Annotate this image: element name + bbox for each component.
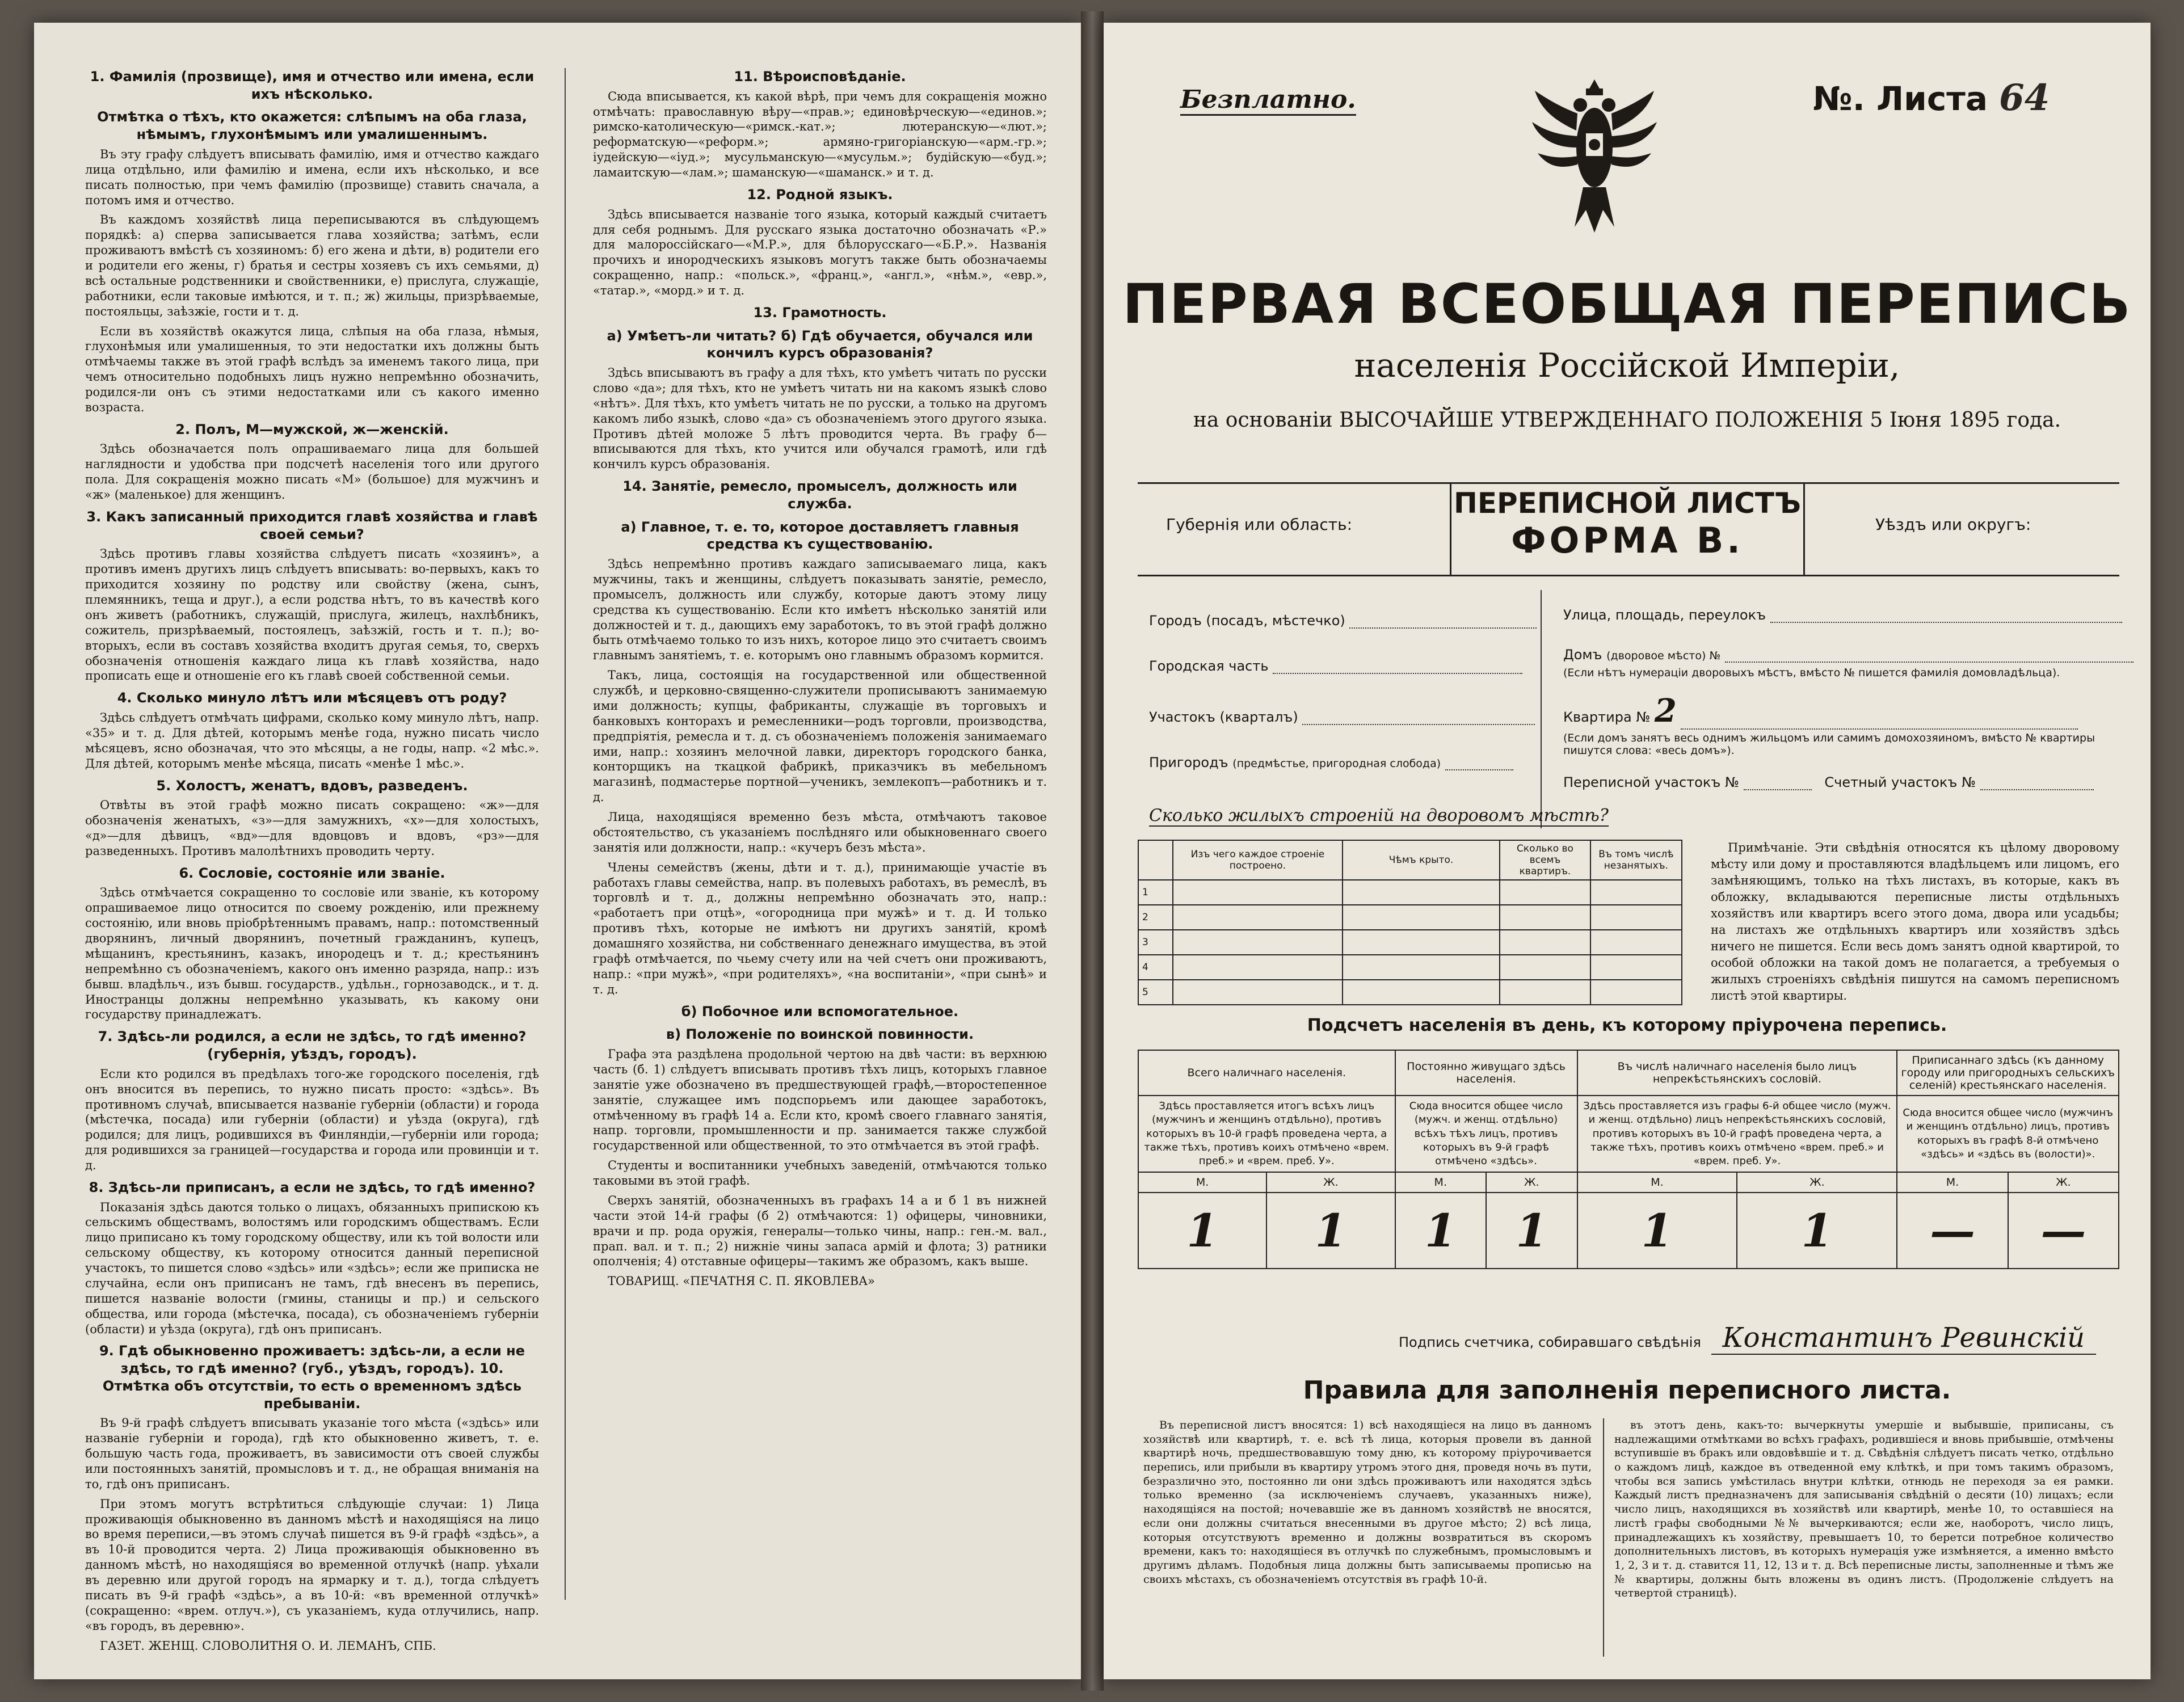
section-heading: 5. Холостъ, женатъ, вдовъ, разведенъ. [156,777,468,794]
free-label: Безплатно. [1180,85,1356,116]
section-heading: 3. Какъ записанный приходится главѣ хозяйства и главѣ своей семьи? [86,508,538,542]
paragraph: Здѣсь слѣдуетъ отмѣчать цифрами, сколько кому минуло лѣтъ, напр. «35» и т. д. Для дѣтей, которымъ менѣе года, нужно писать число мѣсяцевъ, ясно обозначая, что это мѣсяцы, а не годы, напр. «2 мѣс.». Для дѣтей, которымъ менѣе мѣсяца, писать «менѣе 1 мѣс.». [85,711,539,770]
dom-explain: (Если нѣтъ нумераціи дворовыхъ мѣстъ, вмѣсто № пишется фамилія домовладѣльца). [1563,667,2060,679]
kvartira-value: 2 [1654,692,1677,730]
paragraph: При этомъ могутъ встрѣтиться слѣдующіе случаи: 1) Лица проживающія обыкновенно въ данномъ мѣстѣ и находящіяся на лицо во время переписи,—въ этомъ случаѣ пишется въ 9-й графѣ «здѣсь», а въ 10-й проводится черта. 2) Лица проживающія обыкновенно въ данномъ мѣстѣ, но находящіяся во временной отлучкѣ (напр. уѣхали въ деревню или другой городъ на ярмарку и т. д.), тогда слѣдуетъ писать въ 9-й графѣ «здѣсь», а въ 10-й: «въ временной отлучкѣ» (сокращенно: «врем. отлуч.»), съ указаніемъ, куда отлучились, напр. «въ городъ, въ деревню». [85,1497,539,1633]
list-title: ПЕРЕПИСНОЙ ЛИСТЪ [1454,487,1801,520]
rules-title: Правила для заполненія переписного листа. [1303,1376,1951,1405]
signature-line: Подпись счетчика, собиравшаго свѣдѣнія Константинъ Ревинскій [1399,1322,2096,1354]
paragraph: Если кто родился въ предѣлахъ того-же городского поселенія, гдѣ онъ вносится въ перепись, то нужно писать просто: «здѣсь». Въ противномъ случаѣ, вписывается названіе губерніи (области) и города (мѣстечка, посада) или губерніи (области) и уѣзда (округа), гдѣ родился; для лицъ, родившихся въ Финляндіи,—губерніи или города; для родившихся за границей—государства и города или провинціи и т. д. [85,1067,539,1172]
buildings-col-num [1138,840,1173,880]
paragraph: Графа эта раздѣлена продольной чертою на двѣ части: въ верхнюю часть (б. 1) слѣдуетъ вписывать противъ тѣхъ лицъ, которыхъ главное занятіе уже обозначено въ предшествующей графѣ,—второстепенное занятіе, служащее имъ подспорьемъ или дающее заработокъ, отмѣченному въ графѣ 14 а. Если кто, кромѣ своего главнаго занятія, напр. торговли, промышленности и пр. занимается также службой государственной или общественной, то это отмѣчается въ этой графѣ. [593,1047,1047,1153]
form-title-box [1450,482,1805,575]
table-row: 4 [1138,955,1682,980]
form-letter: ФОРМА В. [1511,520,1744,561]
right-page [1104,23,2151,1679]
section-heading: 9. Гдѣ обыкновенно проживаетъ: здѣсь-ли, а если не здѣсь, то гдѣ именно? (губ., уѣздъ, городъ). 10. Отмѣтка объ отсутствіи, то есть о временномъ здѣсь пребываніи. [99,1343,525,1412]
paragraph: Здѣсь противъ главы хозяйства слѣдуетъ писать «хозяинъ», а противъ именъ другихъ лицъ слѣдуетъ вписывать: во-первыхъ, какъ то приходится хозяину по родству или свойству (жена, сынъ, племянникъ, теща и друг.), а если родства нѣтъ, то въ качествѣ кого онъ живетъ (работникъ, служащій, прислуга, жилецъ, нахлѣбникъ, сожитель, призрѣваемый, постоялецъ, заѣзжій, гость и т. п.); во-вторыхъ, если въ составъ хозяйства входитъ другая семья, то, сверхъ обозначенія отношенія каждаго лица къ главѣ хозяйства, надо прописать еще и отношеніе его къ главѣ своей собственной семьи. [85,547,539,683]
rules-divider [1603,1418,1604,1657]
perepisnoy-field: Переписной участокъ № Счетный участокъ № [1563,774,2094,790]
column-divider [565,68,566,1600]
paragraph: Члены семействъ (жены, дѣти и т. д.), принимающіе участіе въ работахъ главы семейства, напр. въ полевыхъ работахъ, въ ремеслѣ, въ торговлѣ и т. д., должны непремѣнно обозначать это, напр.: «работаетъ при отцѣ», «огородница при мужѣ» и т. д. И только противъ тѣхъ, которые не имѣютъ ни другихъ занятій, кромѣ домашняго хозяйства, ни собственнаго денежнаго имущества, въ этой графѣ отмѣчается, по чьему счету или на чей счетъ они проживаютъ, напр.: «при мужѣ», «при родителяхъ», «на воспитаніи», «при сынѣ» и т. д. [593,860,1047,996]
paragraph: Здѣсь отмѣчается сокращенно то сословіе или званіе, къ которому опрашиваемое лицо относится по своему рожденію, или прежнему состоянію, или вновь пріобрѣтеннымъ правамъ, напр.: потомственный дворянинъ, личный дворянинъ, почетный гражданинъ, купецъ, мѣщанинъ, крестьянинъ, казакъ, инородецъ и т. д.; крестьянинъ непремѣнно съ обозначеніемъ, какого онъ именно разряда, напр.: изъ бывш. владѣльч., изъ бывш. государств., удѣльн., горнозаводск., и т. д. Иностранцы должны непремѣнно указывать, къ какому они государству принадлежатъ. [85,886,539,1022]
kvartira-field: Квартира № 2 [1563,692,2078,730]
paragraph: ГАЗЕТ. ЖЕНЩ. СЛОВОЛИТНЯ О. И. ЛЕМАНЪ, СПБ. [100,1638,436,1653]
sheet-number [1813,77,2050,119]
count-title: Подсчетъ населенія въ день, къ которому пріурочена перепись. [1307,1016,1947,1035]
section-heading: 8. Здѣсь-ли приписанъ, а если не здѣсь, то гдѣ именно? [89,1179,536,1195]
sheet-number-label: №. Листа [1813,79,1988,118]
buildings-col-material: Изъ чего каждое строеніе построено. [1173,840,1343,880]
count-value: — [1897,1193,2008,1269]
count-value: 1 [1395,1193,1487,1269]
left-column-2 [593,62,1047,1294]
paragraph: Здѣсь вписываютъ въ графу а для тѣхъ, кто умѣетъ читать по русски слово «да»; для тѣхъ, кто не умѣетъ читать ни на какомъ языкѣ слово «нѣтъ». Для тѣхъ, кто умѣетъ читать не по русски, а только на другомъ какомъ либо языкѣ, слово «да» съ обозначеніемъ этого другого языка. Противъ дѣтей моложе 5 лѣтъ проводится черта. Въ графу б—вписываются для тѣхъ, кто учится или обучался грамотѣ, или гдѣ кончилъ курсъ образованія. [593,366,1047,471]
paragraph: Въ каждомъ хозяйствѣ лица переписываются въ слѣдующемъ порядкѣ: а) сперва записывается глава хозяйства; затѣмъ, если проживаютъ вмѣстѣ съ хозяиномъ: б) его жена и дѣти, в) родители его и родители его жены, г) братья и сестры хозяевъ съ ихъ семьями, д) всѣ остальные родственники и свойственники, е) прислуга, служащіе, работники, если таковые имѣются, и т. п.; ж) жильцы, призрѣваемые, постояльцы, заѣзжіе, гости и т. д. [85,213,539,318]
paragraph: Лица, находящіяся временно безъ мѣста, отмѣчаютъ таковое обстоятельство, съ указаніемъ послѣдняго или обыкновеннаго своего занятія или должности, напр.: «кучеръ безъ мѣста». [593,810,1047,854]
section-heading: Отмѣтка о тѣхъ, кто окажется: слѣпымъ на оба глаза, нѣмымъ, глухонѣмымъ или умалишеннымъ. [97,109,527,143]
count-value: 1 [1266,1193,1395,1269]
count-value: 1 [1486,1193,1577,1269]
table-row: 3 [1138,930,1682,955]
section-heading: б) Побочное или вспомогательное. [681,1003,959,1019]
section-heading: 11. Вѣроисповѣданіе. [734,69,906,85]
dom-field: Домъ (дворовое мѣсто) № [1563,647,2133,663]
table-row: 5 [1138,980,1682,1005]
count-value: 1 [1737,1193,1897,1269]
note-block [1711,840,2119,1004]
gorod-field: Городъ (посадъ, мѣстечко) [1149,613,1537,629]
census-title: ПЕРВАЯ ВСЕОБЩАЯ ПЕРЕПИСЬ [1122,272,2132,336]
paragraph: Въ эту графу слѣдуетъ вписывать фамилію, имя и отчество каждаго лица отдѣльно, или фамилію и имена, если ихъ нѣсколько, и все писать полностью, при чемъ фамилію (прозвище) ставить сначала, а потомъ имя и отчество. [85,147,539,207]
section-heading: 4. Сколько минуло лѣтъ или мѣсяцевъ отъ роду? [117,690,507,706]
note-text: Примѣчаніе. Эти свѣдѣнія относятся къ цѣлому дворовому мѣсту или дому и проставляются владѣльцемъ или лицомъ, его замѣняющимъ, только на тѣхъ листахъ, въ которые, какъ въ обложку, вкладываются переписные листы отдѣльныхъ хозяйствъ или квартиръ всего этого дома, двора или усадьбы; на листахъ же отдѣльныхъ квартиръ или хозяйствъ здѣсь ничего не пишется. Если весь домъ занятъ одной квартирой, то особой обложки на такой домъ не полагается, а требуемыя о жилыхъ строеніяхъ свѣдѣнія пишутся на самомъ переписномъ листѣ этой квартиры. [1711,841,2119,1002]
paragraph: Здѣсь обозначается полъ опрашиваемаго лица для большей наглядности и удобства при подсчетѣ населенія того или другого пола. Для сокращенія можно писать «М» (большое) для мужчинъ и «ж» (маленькое) для женщинъ. [85,442,539,502]
paragraph: Показанія здѣсь даются только о лицахъ, обязанныхъ припискою къ сельскимъ обществамъ, волостямъ или городскимъ обществамъ. Если лицо приписано къ тому городскому обществу, или къ той волости или сельскому обществу, къ которому относится данный переписной участокъ, то пишется слово «здѣсь» или «здѣсь»; если же приписка не случайна, если онъ приписанъ не тамъ, гдѣ внесенъ въ перепись, пишется названіе волости (гмины, станицы и пр.) и сельского общества, или города (мѣстечка, посада), съ обозначеніемъ губерніи (области) и уѣзда (округа), гдѣ онъ приписанъ. [85,1200,539,1336]
rules-column-1: Въ переписной листъ вносятся: 1) всѣ находящіеся на лицо въ данномъ хозяйствѣ или квартирѣ, т. е. всѣ тѣ лица, которыя провели въ данной квартирѣ ночь, предшествовавшую тому дню, къ которому пріурочивается перепись, или прибыли въ квартиру утромъ этого дня, проведя ночь въ пути, безразлично это, постоянно ли они здѣсь проживаютъ или находятся здѣсь только временно (за исключеніемъ случаевъ, указанныхъ ниже), находящіяся на постой; ночевавшіе же въ данномъ хозяйствѣ не вносятся, если они должны считаться внесенными въ другое мѣсто; 2) всѣ лица, которыя отсутствуютъ временно и должны возвратиться въ скоромъ времени, какъ то: находящіеся въ отлучкѣ по служебнымъ, промысловымъ и другимъ дѣламъ. Подобныя лица должны быть записываемы прописью на своихъ мѣстахъ, съ обозначеніемъ отсутствія въ графѣ 10-й. [1143,1419,1592,1586]
section-heading: 1. Фамилія (прозвище), имя и отчество или имена, если ихъ нѣсколько. [90,69,535,102]
table-row: 2 [1138,905,1682,930]
buildings-col-apartments: Сколько во всемъ квартиръ. [1500,840,1590,880]
uezd-label: Уѣздъ или округъ: [1875,515,2031,534]
buildings-table [1138,840,1682,1005]
enumerator-signature: Константинъ Ревинскій [1711,1322,2097,1355]
count-value: 1 [1138,1193,1266,1269]
count-table: Всего наличнаго населенія. Постоянно живущаго здѣсь населенія. Въ числѣ наличнаго населенія было лицъ непрекѣстьянскихъ сословій. Приписаннаго здѣсь (къ данному городу или пригородныхъ сельскихъ селеній) крестьянскаго населенія. Здѣсь проставляется итогъ всѣхъ лицъ (мужчинъ и женщинъ отдѣльно), противъ которыхъ въ 10-й графѣ проведена черта, а также тѣхъ, противъ коихъ отмѣчено «врем. преб.» и «врем. преб. У». Сюда вносится общее число (мужч. и женщ. отдѣльно) всѣхъ тѣхъ лицъ, противъ которыхъ въ 9-й графѣ отмѣчено «здѣсь». Здѣсь проставляется изъ графы 6-й общее число (мужч. и женщ. отдѣльно) лицъ непрекѣстьянскихъ сословій, противъ которыхъ въ 10-й графѣ проведена черта, а также тѣхъ, противъ коихъ отмѣчено «врем. преб.» и «врем. преб. У». Сюда вносится общее число (мужчинъ и женщинъ отдѣльно) лицъ, противъ которыхъ въ графѣ 8-й отмѣчено «здѣсь» и «здѣсь въ (волости)». М. Ж. М. Ж. М. Ж. М. Ж. 1 1 1 1 1 1 — — [1138,1050,2119,1269]
count-head-peasant: Приписаннаго здѣсь (къ данному городу или пригородныхъ сельскихъ селеній) крестьянскаго населенія. [1897,1050,2119,1096]
section-heading: 7. Здѣсь-ли родился, а если не здѣсь, то гдѣ именно? (губернія, уѣздъ, городъ). [98,1029,527,1063]
prigorod-field: Пригородъ (предмѣстье, пригородная слобода) [1149,755,1513,770]
section-heading: 14. Занятіе, ремесло, промыселъ, должность или служба. [622,478,1017,512]
count-head-total: Всего наличнаго населенія. [1138,1050,1395,1096]
section-heading: в) Положеніе по воинской повинности. [666,1026,974,1043]
buildings-col-roof: Чѣмъ крыто. [1343,840,1500,880]
kvartira-explain: (Если домъ занятъ весь однимъ жильцомъ или самимъ домохозяиномъ, вмѣсто № квартиры пишутся слова: «весь домъ»). [1563,732,2095,757]
table-row: 1 [1138,880,1682,905]
paragraph: Такъ, лица, состоящія на государственной или общественной службѣ, и церковно-священно-служители прописываютъ занимаемую ими должность; купцы, фабриканты, служащіе въ торговыхъ и банковыхъ конторахъ и ремесленники—родъ торговли, производства, предпріятія, ремесла и т. д. съ обозначеніемъ положенія занимаемаго ими, напр.: хозяинъ мелочной лавки, директоръ городского банка, конторщикъ на ткацкой фабрикѣ, приказчикъ въ мебельномъ магазинѣ, подмастерье портной—ученикъ, землекопъ—работникъ и т. д. [593,668,1047,804]
paragraph: Здѣсь непремѣнно противъ каждаго записываемаго лица, какъ мужчины, такъ и женщины, слѣдуетъ показывать занятіе, ремесло, промыселъ, должность или службу, которые даютъ этому лицу средства къ существованію. Если кто имѣетъ нѣсколько занятій или должностей и т. д., дающихъ ему заработокъ, то въ этой графѣ должно быть отмѣчаемо только то изъ нихъ, которое лицо это считаетъ своимъ главнымъ занятіемъ, т. е. которымъ оно главнымъ образомъ кормится. [593,557,1047,663]
buildings-col-vacant: Въ томъ числѣ незанятыхъ. [1590,840,1682,880]
paragraph: Въ 9-й графѣ слѣдуетъ вписывать указаніе того мѣста («здѣсь» или названіе губерніи и города), гдѣ кто обыкновенно живетъ, т. е. большую часть года, проживаетъ, въ зависимости отъ своей службы или постоянныхъ занятій, промысловъ и т. д., не обращая вниманія на то, гдѣ онъ приписанъ. [85,1416,539,1491]
section-heading: 12. Родной языкъ. [747,186,893,203]
paragraph: Сюда вписывается, къ какой вѣрѣ, при чемъ для сокращенія можно отмѣчать: православную вѣру—«прав.»; единовѣрческую—«единов.»; римско-католическую—«римск.-кат.»; лютеранскую—«лют.»; реформатскую—«реформ.»; армяно-григоріанскую—«арм.-гр.»; іудейскую—«іуд.»; мусульманскую—«мусульм.»; будійскую—«буд.»; ламаитскую—«лам.»; шаманскую—«шаманск.» и т. д. [593,89,1047,180]
double-headed-eagle-emblem [1529,68,1660,238]
paragraph: ТОВАРИЩ. «ПЕЧАТНЯ С. П. ЯКОВЛЕВА» [608,1274,875,1288]
section-heading: 13. Грамотность. [753,304,887,321]
sheet-number-value: 64 [1999,77,2050,119]
paragraph: Отвѣты въ этой графѣ можно писать сокращено: «ж»—для обозначенія женатыхъ, «з»—для замужнихъ, «х»—для холостыхъ, «д»—для дѣвицъ, «вд»—для вдовцовъ и вдовъ, «рз»—для разведенныхъ. Противъ малолѣтнихъ проводить черту. [85,798,539,858]
buildings-question: Сколько жилыхъ строеній на дворовомъ мѣстѣ? [1149,806,1609,825]
left-column-1 [85,62,539,1658]
count-value: — [2008,1193,2119,1269]
paragraph: Здѣсь вписывается названіе того языка, который каждый считаетъ для себя роднымъ. Для русскаго языка достаточно обозначать «Р.» для малороссійскаго—«М.Р.», для бѣлорусскаго—«Б.Р.». Названія прочихъ и инородческихъ языковъ могутъ также быть обозначаемы сокращенно, напр.: «польск.», «франц.», «англ.», «нѣм.», «евр.», «татар.», «морд.» и т. д. [593,207,1047,298]
book-spine [1081,11,1104,1691]
paragraph: Сверхъ занятій, обозначенныхъ въ графахъ 14 а и б 1 въ нижней части этой 14-й графы (б 2) отмѣчаются: 1) офицеры, чиновники, врачи и пр. рода оружія, генералы—только чины, напр.: ген.-м. вал., прап. вал. и т. п.; 2) нижніе чины запаса армій и флота; 3) ратники ополченія; 4) отставные офицеры—такимъ же образомъ, какъ выше. [593,1193,1047,1269]
chast-field: Городская часть [1149,658,1522,674]
section-heading: а) Умѣетъ-ли читать? б) Гдѣ обучается, обучался или кончилъ курсъ образованія? [607,327,1033,361]
count-value: 1 [1577,1193,1737,1269]
left-page [34,23,1081,1679]
count-head-nonpeasant: Въ числѣ наличнаго населенія было лицъ непрекѣстьянскихъ сословій. [1577,1050,1897,1096]
paragraph: Если въ хозяйствѣ окажутся лица, слѣпыя на оба глаза, нѣмыя, глухонѣмыя или умалишенныя, то эти недостатки ихъ должны быть отмѣчаемы также въ этой графѣ вслѣдъ за именемъ такого лица, при чемъ относительно подобныхъ лицъ нужно непремѣнно обозначить, родился-ли онъ съ этими недостатками или съ какого именно возраста. [85,324,539,414]
form-band [1138,482,2119,576]
section-heading: а) Главное, т. е. то, которое доставляетъ главныя средства къ существованію. [621,519,1019,553]
census-basis: на основаніи ВЫСОЧАЙШЕ УТВЕРЖДЕННАГО ПОЛОЖЕНІЯ 5 Іюня 1895 года. [1193,408,2061,432]
uchastok-field: Участокъ (кварталъ) [1149,709,1535,725]
address-divider [1541,590,1542,828]
ulitsa-field: Улица, площадь, переулокъ [1563,607,2122,623]
gubernia-label: Губернія или область: [1166,515,1353,534]
count-head-permanent: Постоянно живущаго здѣсь населенія. [1395,1050,1577,1096]
rules-column-2: въ этотъ день, какъ-то: вычеркнуты умершіе и выбывшіе, приписаны, съ надлежащими отмѣтками во всѣхъ графахъ, родившіеся и вновь прибывшіе, отмѣчены вступившіе въ бракъ или овдовѣвшіе и т. д. Свѣдѣнія слѣдуетъ писать четко, отдѣльно о каждомъ лицѣ, каждое въ отведенной ему клѣткѣ, и при томъ такимъ образомъ, чтобы вся запись умѣстилась внутри клѣтки, отнюдь не переходя за ея рамки. Каждый листъ предназначенъ для записыванія свѣдѣній о десяти (10) лицахъ; если число лицъ, находящихся въ хозяйствѣ или квартирѣ, менѣе 10, то оставшіеся на листѣ графы свободными №№ вычеркиваются; если же, наоборотъ, число лицъ, принадлежащихъ къ хозяйству, превышаетъ 10, то беретси потребное количество дополнительныхъ листовъ, въ которыхъ нумерація ужe измѣняется, а именно вмѣсто 1, 2, 3 и т. д. ставится 11, 12, 13 и т. д. Всѣ переписные листы, заполненные и тѣмъ же № квартиры, должны быть вложены въ одинъ листъ. (Продолженіе слѣдуетъ на четвертой страницѣ). [1614,1419,2114,1600]
census-subtitle: населенія Россійской Имперіи, [1354,346,1900,385]
paragraph: Студенты и воспитанники учебныхъ заведеній, отмѣчаются только таковыми въ этой графѣ. [593,1158,1047,1188]
section-heading: 2. Полъ, М—мужской, ж—женскій. [175,421,449,437]
section-heading: 6. Сословіе, состояніе или званіе. [179,865,445,881]
